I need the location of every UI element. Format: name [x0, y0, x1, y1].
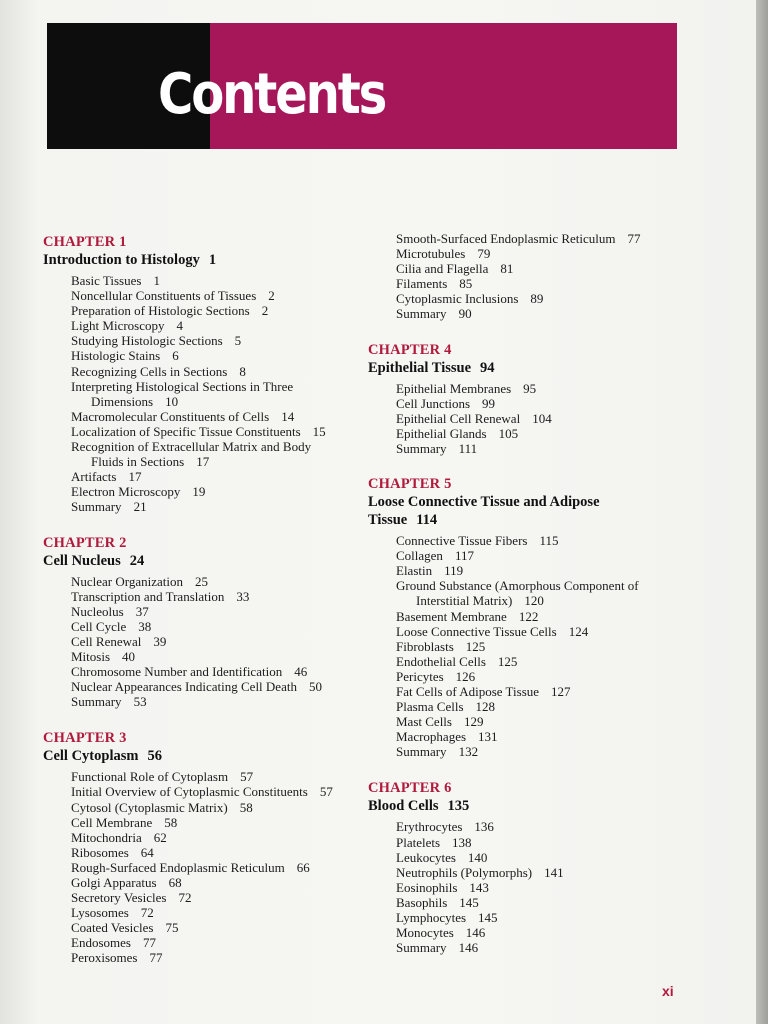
page-number: xi: [662, 983, 674, 999]
toc-entry-page: 143: [469, 879, 489, 895]
toc-entry-page: 57: [240, 769, 254, 785]
toc-entry-page: 75: [165, 920, 179, 936]
toc-entry: [396, 548, 678, 563]
toc-entry-page: 17: [128, 469, 142, 485]
chapter-page: 1: [208, 252, 217, 268]
toc-entry-page: 4: [176, 318, 184, 334]
toc-left-column: [43, 233, 363, 966]
continued-section-list: [368, 231, 678, 322]
chapter-title-text-cont: Tissue: [368, 512, 408, 529]
toc-entry-text: Basic Tissues: [71, 273, 142, 288]
toc-entry-page: 81: [500, 261, 514, 277]
toc-entry: [396, 426, 678, 441]
toc-entry-text: Recognizing Cells in Sections: [71, 363, 228, 379]
toc-entry-page: 146: [465, 925, 486, 941]
toc-entry-page: 146: [458, 940, 479, 956]
toc-entry-text: Pericytes: [396, 668, 444, 684]
toc-entry-text: Cytoplasmic Inclusions: [396, 291, 519, 307]
toc-entry-text: Connective Tissue Fibers: [396, 533, 528, 549]
toc-entry-page: 126: [455, 668, 476, 684]
toc-entry: [396, 381, 678, 396]
toc-entry-page: 129: [463, 714, 484, 730]
toc-entry: [71, 303, 363, 318]
toc-entry-page: 128: [475, 699, 496, 715]
chapter-label: CHAPTER 6: [368, 780, 452, 797]
toc-entry-text: Epithelial Cell Renewal: [396, 410, 521, 426]
chapter-page: 24: [129, 552, 145, 569]
toc-entry-page: 58: [164, 814, 178, 830]
section-list: [368, 533, 678, 759]
toc-entry: [396, 291, 678, 306]
toc-entry-page: 105: [498, 425, 519, 441]
page-title: Contents: [158, 62, 386, 127]
toc-entry: [71, 845, 363, 860]
toc-entry-continuation: [71, 394, 363, 409]
toc-entry-text: Histologic Stains: [71, 348, 161, 364]
toc-entry-text: Summary: [396, 744, 447, 760]
toc-entry-text: Platelets: [396, 834, 441, 850]
toc-entry: [71, 379, 363, 409]
section-list: [43, 574, 363, 710]
toc-entry-page: 72: [140, 905, 154, 921]
toc-entry: [396, 654, 678, 669]
toc-entry-text: Macrophages: [396, 729, 467, 745]
toc-entry-page: 104: [532, 410, 552, 426]
toc-entry-page: 99: [482, 395, 496, 411]
toc-entry: [71, 469, 363, 484]
toc-entry-text-cont: Fluids in Sections: [91, 454, 185, 470]
toc-entry-page: 2: [261, 303, 269, 319]
toc-entry-page: 85: [459, 276, 473, 292]
toc-entry-page: 131: [478, 729, 498, 745]
toc-entry-text: Microtubules: [396, 246, 466, 262]
toc-entry: [71, 769, 363, 784]
toc-entry-page: 17: [196, 454, 210, 470]
toc-entry-page: 120: [524, 593, 544, 609]
toc-entry-page: 145: [459, 894, 479, 910]
toc-entry-text: Smooth-Surfaced Endoplasmic Reticulum: [396, 231, 616, 246]
chapter-title: [43, 552, 363, 570]
toc-entry-page: 125: [465, 638, 486, 654]
toc-entry-text: Summary: [71, 694, 122, 710]
toc-entry: [396, 835, 678, 850]
toc-entry-text: Loose Connective Tissue Cells: [396, 623, 557, 639]
toc-entry-text: Nuclear Appearances Indicating Cell Death: [71, 679, 297, 695]
toc-entry-page: 14: [281, 408, 295, 424]
chapter-label: CHAPTER 2: [43, 534, 127, 551]
toc-entry: [396, 276, 678, 291]
toc-entry-text-cont: Interstitial Matrix): [416, 593, 513, 609]
toc-entry-text: Fat Cells of Adipose Tissue: [396, 683, 540, 699]
toc-entry-page: 119: [444, 563, 464, 579]
section-list: [43, 769, 363, 965]
toc-entry-text: Plasma Cells: [396, 699, 464, 715]
toc-entry: [396, 940, 678, 955]
toc-entry: [396, 729, 678, 744]
toc-entry: [396, 396, 678, 411]
toc-entry-page: 127: [551, 683, 571, 699]
toc-entry-page: 132: [458, 744, 479, 760]
toc-entry: [71, 860, 363, 875]
toc-entry-text: Interpreting Histological Sections in Three: [71, 378, 294, 394]
toc-entry-page: 10: [165, 393, 179, 409]
toc-entry-text: Preparation of Histologic Sections: [71, 303, 250, 319]
toc-entry-text: Mitochondria: [71, 829, 142, 845]
toc-entry-continuation: [396, 593, 678, 608]
toc-entry-text: Epithelial Glands: [396, 425, 487, 441]
toc-entry: [71, 664, 363, 679]
toc-entry-text: Leukocytes: [396, 849, 456, 865]
toc-entry-text: Ribosomes: [71, 844, 129, 860]
toc-entry: [71, 288, 363, 303]
chapter-block: [43, 729, 363, 965]
toc-entry: [396, 533, 678, 548]
toc-entry: [71, 439, 363, 469]
toc-entry: [71, 589, 363, 604]
toc-entry-page: 62: [153, 829, 167, 845]
toc-entry: [396, 895, 678, 910]
chapter-title: [368, 797, 678, 815]
chapter-title: [43, 747, 363, 765]
toc-entry-page: 111: [458, 440, 478, 456]
toc-entry-text: Filaments: [396, 276, 448, 292]
toc-entry-text: Macromolecular Constituents of Cells: [71, 408, 270, 424]
toc-entry-page: 68: [168, 875, 182, 890]
toc-entry-page: 40: [122, 648, 136, 664]
toc-entry-page: 125: [497, 653, 518, 669]
toc-entry-page: 141: [544, 864, 564, 880]
toc-entry-text: Chromosome Number and Identification: [71, 664, 283, 680]
chapter-title-text: Cell Cytoplasm: [43, 748, 139, 765]
toc-entry: [396, 850, 678, 865]
toc-entry: [71, 649, 363, 664]
toc-entry: [396, 231, 678, 246]
chapter-label: CHAPTER 4: [368, 341, 452, 358]
toc-entry-text: Golgi Apparatus: [71, 875, 157, 890]
toc-entry-text: Localization of Specific Tissue Constituents: [71, 423, 301, 439]
toc-entry-text: Summary: [71, 499, 122, 515]
toc-entry-text: Nucleolus: [71, 603, 124, 619]
toc-entry: [71, 333, 363, 348]
toc-entry-text: Lymphocytes: [396, 910, 467, 925]
toc-entry-text: Mitosis: [71, 648, 111, 664]
toc-entry-text: Epithelial Membranes: [396, 380, 512, 396]
toc-entry-text: Summary: [396, 940, 447, 956]
toc-entry: [396, 624, 678, 639]
toc-entry: [71, 499, 363, 514]
toc-entry-page: 50: [308, 679, 322, 695]
chapter-title-text: Cell Nucleus: [43, 552, 121, 569]
chapter-title-text: Blood Cells: [368, 798, 439, 815]
toc-entry: [396, 261, 678, 276]
toc-entry: [71, 604, 363, 619]
chapter-page: 114: [416, 512, 438, 529]
toc-entry-page: 66: [296, 859, 310, 875]
chapter-title: [368, 359, 678, 377]
toc-entry-text-cont: Dimensions: [91, 393, 154, 409]
toc-entry-page: 124: [568, 623, 589, 639]
toc-entry-text: Ground Substance (Amorphous Component of: [396, 578, 639, 594]
toc-entry-page: 33: [236, 588, 250, 604]
toc-entry-text: Peroxisomes: [71, 950, 138, 966]
toc-entry-text: Basement Membrane: [396, 608, 507, 624]
toc-entry-continuation: [71, 454, 363, 469]
toc-entry-text: Endosomes: [71, 935, 131, 951]
chapter-title-text: Epithelial Tissue: [368, 359, 472, 376]
chapter-title-text: Introduction to Histology: [43, 252, 200, 268]
toc-entry-page: 38: [138, 618, 152, 634]
chapter-block: [368, 341, 678, 456]
chapter-page: 94: [480, 359, 495, 376]
toc-entry-page: 136: [474, 819, 494, 835]
toc-entry: [71, 484, 363, 499]
chapter-page: 135: [447, 798, 470, 815]
toc-entry: [71, 679, 363, 694]
toc-entry: [396, 669, 678, 684]
chapter-label: CHAPTER 1: [43, 234, 127, 250]
toc-entry-page: 77: [142, 935, 156, 951]
toc-entry-text: Neutrophils (Polymorphs): [396, 864, 533, 880]
toc-entry: [396, 744, 678, 759]
toc-entry-page: 25: [195, 573, 209, 589]
toc-entry-text: Collagen: [396, 548, 443, 564]
toc-entry-text: Summary: [396, 440, 447, 456]
toc-entry: [71, 424, 363, 439]
page-edge: [756, 0, 768, 1024]
toc-entry-text: Noncellular Constituents of Tissues: [71, 288, 257, 304]
toc-entry-text: Studying Histologic Sections: [71, 333, 223, 349]
toc-entry-page: 145: [478, 910, 498, 925]
toc-entry: [71, 634, 363, 649]
toc-entry-page: 115: [539, 533, 559, 549]
toc-entry-text: Secretory Vesicles: [71, 890, 167, 906]
toc-entry-text: Lysosomes: [71, 905, 129, 921]
toc-entry-page: 53: [133, 694, 147, 710]
toc-entry: [396, 684, 678, 699]
toc-entry: [396, 441, 678, 456]
toc-entry-text: Initial Overview of Cytoplasmic Constituents: [71, 784, 308, 800]
toc-entry: [396, 819, 678, 834]
chapter-title: [43, 251, 363, 269]
toc-entry: [71, 784, 363, 799]
toc-entry: [71, 574, 363, 589]
chapter-block: [43, 233, 363, 515]
toc-entry-text: Transcription and Translation: [71, 588, 225, 604]
toc-entry-page: 138: [452, 834, 472, 850]
toc-entry-page: 37: [135, 603, 149, 619]
toc-entry: [396, 910, 678, 925]
toc-entry: [396, 563, 678, 578]
toc-entry-page: 90: [458, 306, 472, 322]
toc-entry: [71, 950, 363, 965]
toc-entry-text: Functional Role of Cytoplasm: [71, 769, 229, 785]
toc-entry-text: Summary: [396, 306, 447, 322]
toc-entry: [71, 348, 363, 363]
toc-entry-page: 46: [294, 664, 308, 680]
toc-entry: [71, 409, 363, 424]
toc-entry-text: Coated Vesicles: [71, 920, 154, 936]
toc-entry: [71, 830, 363, 845]
toc-entry-page: 140: [467, 849, 488, 865]
toc-entry: [71, 935, 363, 950]
toc-entry-page: 8: [239, 363, 246, 379]
toc-entry-text: Cell Cycle: [71, 618, 127, 634]
toc-entry-page: 117: [454, 548, 474, 564]
toc-entry-page: 6: [172, 348, 179, 364]
chapter-block: [43, 534, 363, 710]
toc-entry-page: 77: [627, 231, 641, 246]
toc-entry-text: Cilia and Flagella: [396, 261, 489, 277]
toc-entry-page: 1: [153, 273, 160, 288]
chapter-label: CHAPTER 3: [43, 730, 127, 747]
toc-entry: [71, 920, 363, 935]
toc-entry-text: Eosinophils: [396, 879, 458, 895]
toc-entry-text: Mast Cells: [396, 714, 452, 730]
toc-entry: [396, 925, 678, 940]
section-list: [368, 819, 678, 955]
toc-entry-page: 39: [153, 633, 167, 649]
toc-entry-page: 95: [523, 380, 537, 396]
toc-entry-page: 89: [530, 291, 544, 307]
toc-entry-page: 57: [319, 784, 333, 800]
toc-entry-text: Cell Membrane: [71, 814, 153, 830]
toc-entry-text: Cell Junctions: [396, 395, 471, 411]
toc-entry-page: 5: [234, 333, 242, 349]
toc-entry-text: Cell Renewal: [71, 633, 142, 649]
toc-entry: [396, 639, 678, 654]
toc-entry-page: 21: [133, 499, 147, 515]
toc-entry: [396, 699, 678, 714]
toc-entry-page: 15: [312, 423, 326, 439]
toc-entry: [71, 619, 363, 634]
toc-entry: [71, 815, 363, 830]
toc-entry: [396, 609, 678, 624]
toc-entry-page: 79: [477, 246, 491, 262]
chapter-title: [368, 493, 678, 529]
section-list: [43, 273, 363, 515]
toc-entry-text: Erythrocytes: [396, 819, 463, 835]
chapter-title-text: Loose Connective Tissue and Adipose: [368, 494, 600, 511]
toc-entry-text: Rough-Surfaced Endoplasmic Reticulum: [71, 859, 285, 875]
toc-entry-text: Artifacts: [71, 469, 117, 485]
toc-entry-page: 122: [518, 608, 539, 624]
toc-entry: [396, 880, 678, 895]
toc-entry: [71, 318, 363, 333]
toc-entry: [396, 306, 678, 321]
toc-entry: [71, 694, 363, 709]
toc-entry-text: Electron Microscopy: [71, 484, 181, 500]
toc-entry-text: Cytosol (Cytoplasmic Matrix): [71, 799, 228, 815]
toc-entry-page: 2: [268, 288, 275, 304]
toc-entry: [396, 411, 678, 426]
toc-entry: [71, 905, 363, 920]
toc-entry-page: 72: [178, 890, 192, 906]
toc-entry-page: 64: [140, 844, 154, 860]
toc-entry: [396, 246, 678, 261]
toc-entry-page: 58: [239, 799, 253, 815]
toc-entry-text: Light Microscopy: [71, 318, 165, 334]
section-list: [368, 381, 678, 456]
toc-entry-text: Elastin: [396, 563, 433, 579]
toc-right-column: [368, 231, 678, 955]
toc-entry-text: Nuclear Organization: [71, 573, 184, 589]
toc-entry-page: 19: [192, 484, 206, 500]
chapter-page: 56: [147, 748, 162, 765]
chapter-block: [368, 475, 678, 759]
toc-entry: [71, 890, 363, 905]
toc-entry: [396, 578, 678, 608]
chapter-label: CHAPTER 5: [368, 476, 452, 493]
toc-entry: [71, 875, 363, 890]
toc-entry: [71, 364, 363, 379]
toc-entry-page: 77: [149, 950, 163, 966]
toc-entry-text: Endothelial Cells: [396, 653, 486, 669]
contents-banner: [47, 23, 677, 149]
toc-entry: [71, 800, 363, 815]
toc-entry-text: Monocytes: [396, 925, 454, 941]
toc-entry-text: Fibroblasts: [396, 638, 454, 654]
toc-entry-text: Basophils: [396, 894, 448, 910]
toc-entry-text: Recognition of Extracellular Matrix and Body: [71, 439, 312, 455]
toc-entry: [396, 865, 678, 880]
toc-entry: [71, 273, 363, 288]
chapter-block: [368, 779, 678, 955]
toc-entry: [396, 714, 678, 729]
